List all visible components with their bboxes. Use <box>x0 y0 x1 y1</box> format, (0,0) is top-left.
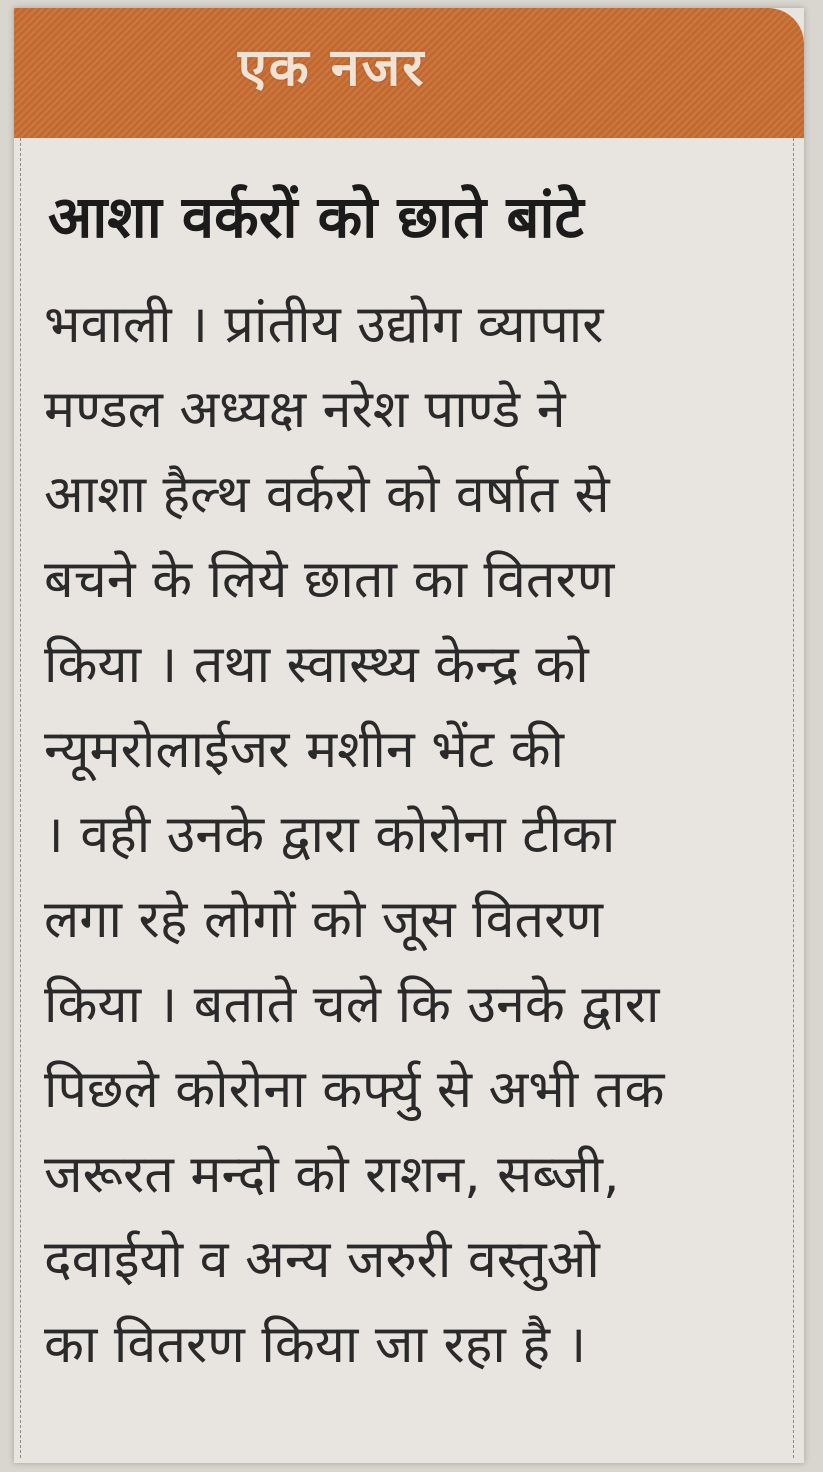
article-line: जरूरत मन्दो को राशन, सब्जी, <box>44 1145 620 1205</box>
article-line: । वही उनके द्वारा कोरोना टीका <box>44 805 616 865</box>
column-rule-right <box>793 138 794 1458</box>
article-line: किया । बताते चले कि उनके द्वारा <box>44 975 660 1035</box>
article-line: आशा हैल्थ वर्करो को वर्षात से <box>44 465 610 525</box>
newspaper-clipping <box>14 8 804 1463</box>
article-line: लगा रहे लोगों को जूस वितरण <box>44 890 604 950</box>
article-line: दवाईयो व अन्य जरुरी वस्तुओ <box>44 1230 600 1290</box>
article-body <box>44 283 784 1388</box>
article-line: किया । तथा स्वास्थ्य केन्द्र को <box>44 635 589 695</box>
article-line: पिछले कोरोना कर्फ्यु से अभी तक <box>44 1060 665 1120</box>
article-line: मण्डल अध्यक्ष नरेश पाण्डे ने <box>44 380 566 440</box>
section-label: एक नजर <box>238 38 426 98</box>
article-line: भवाली । प्रांतीय उद्योग व्यापार <box>44 295 604 355</box>
column-rule-left <box>20 138 21 1458</box>
article-line: न्यूमरोलाईजर मशीन भेंट की <box>44 720 564 780</box>
article-line: का वितरण किया जा रहा है । <box>44 1315 587 1375</box>
article-headline: आशा वर्करों को छाते बांटे <box>48 183 584 251</box>
article-line: बचने के लिये छाता का वितरण <box>44 550 615 610</box>
section-header-band <box>14 8 804 138</box>
